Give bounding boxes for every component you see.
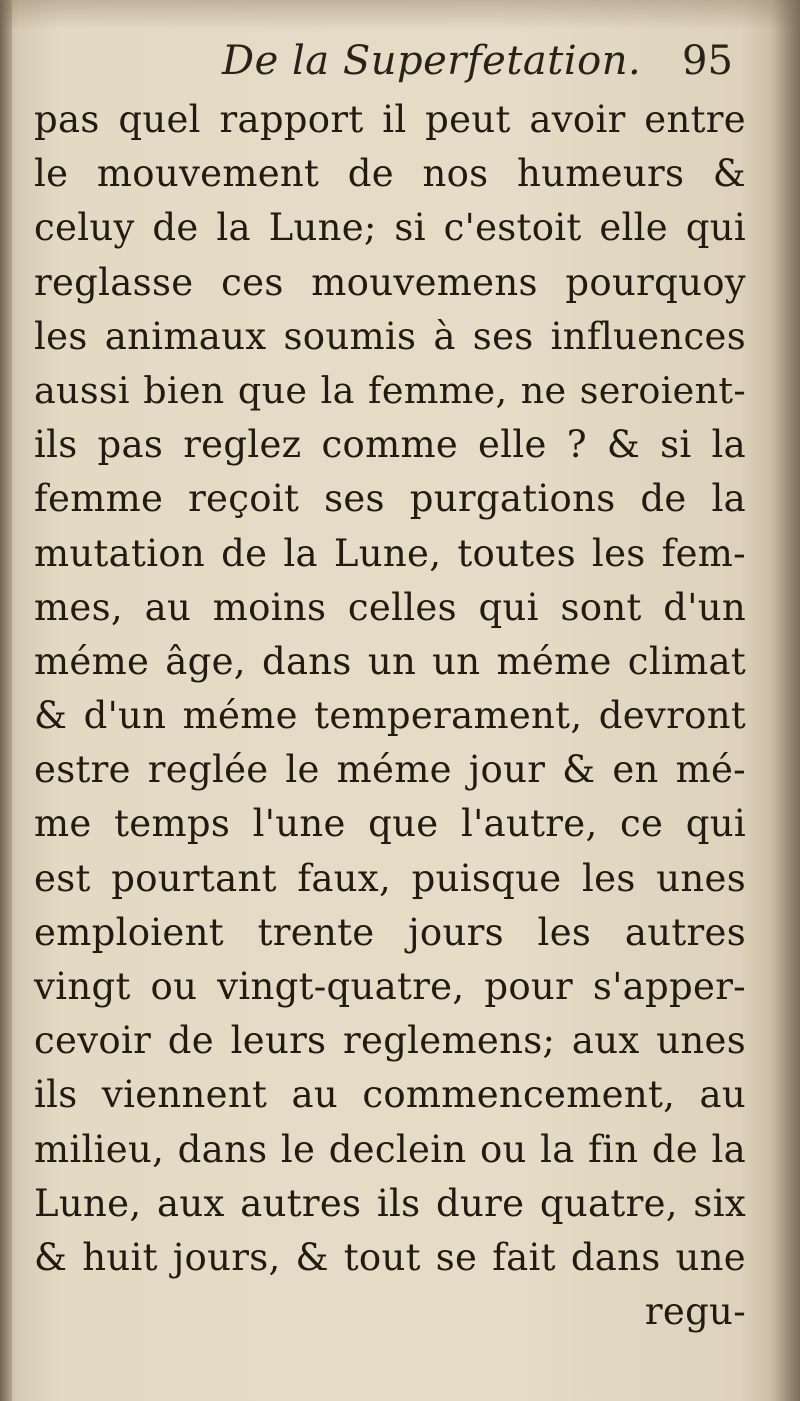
text-line-4: reglasse ces mouvemens pourquoy	[34, 260, 746, 304]
text-line-19: ils viennent au commencement, au	[34, 1073, 746, 1117]
page-number: 95	[682, 38, 733, 84]
page-top-shadow	[0, 0, 800, 30]
text-line-8: femme reçoit ses purgations de la	[34, 477, 746, 521]
text-line-22: & huit jours, & tout se fait dans une	[34, 1235, 746, 1279]
body-text	[34, 93, 746, 1339]
page-outer-edge	[770, 0, 800, 1401]
text-line-16: emploient trente jours les autres	[34, 910, 746, 954]
text-line-21: Lune, aux autres ils dure quatre, six	[34, 1181, 746, 1225]
page-gutter-edge	[0, 0, 12, 1401]
text-line-10: mes, au moins celles qui sont d'un	[34, 585, 746, 629]
text-line-3: celuy de la Lune; si c'estoit elle qui	[34, 206, 746, 250]
catchword: regu-	[644, 1290, 746, 1334]
text-line-1: pas quel rapport il peut avoir entre	[34, 98, 746, 141]
text-line-12: & d'un méme temperament, devront	[34, 694, 746, 738]
text-line-9: mutation de la Lune, toutes les fem-	[34, 531, 746, 575]
text-line-18: cevoir de leurs reglemens; aux unes	[34, 1019, 746, 1063]
text-line-2: le mouvement de nos humeurs &	[34, 152, 746, 196]
text-line-5: les animaux soumis à ses influences	[34, 314, 746, 358]
running-title: De la Superfetation.	[222, 38, 642, 84]
text-line-20: milieu, dans le declein ou la fin de la	[34, 1127, 746, 1171]
text-line-17: vingt ou vingt-quatre, pour s'apper-	[34, 965, 746, 1008]
text-line-14: me temps l'une que l'autre, ce qui	[34, 802, 746, 846]
text-line-11: méme âge, dans un un méme climat	[34, 639, 746, 683]
text-line-15: est pourtant faux, puisque les unes	[34, 856, 746, 900]
text-line-6: aussi bien que la femme, ne seroient-	[34, 368, 746, 412]
page-header	[0, 38, 800, 98]
text-line-13: estre reglée le méme jour & en mé-	[34, 748, 746, 792]
text-line-7: ils pas reglez comme elle ? & si la	[34, 423, 746, 467]
